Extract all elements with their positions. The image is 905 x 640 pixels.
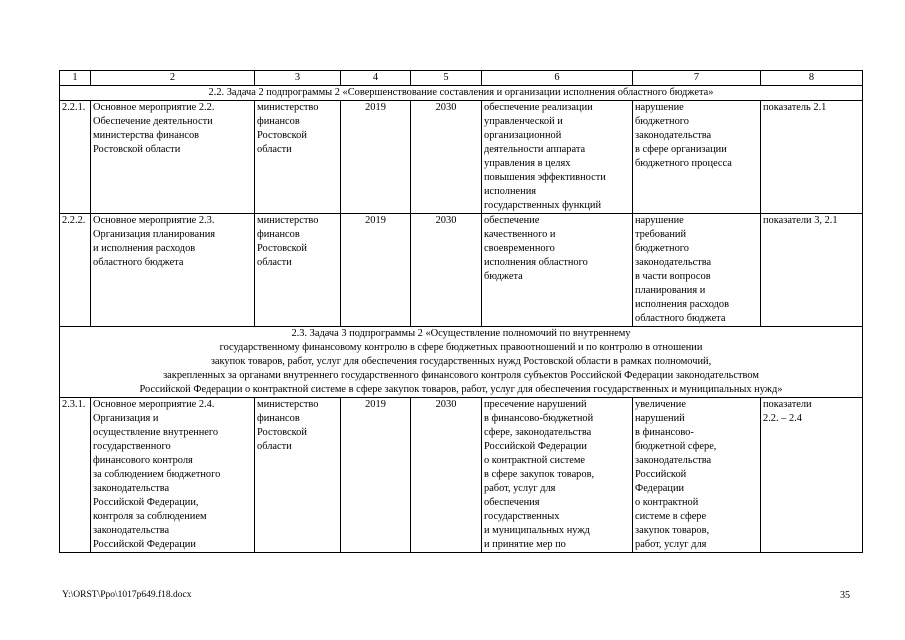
cell-line: бюджетной сфере, [635, 441, 717, 452]
cell-line: в части вопросов [635, 271, 711, 282]
cell-line: Основное мероприятие 2.4. [93, 399, 215, 410]
cell-line: Организация и [93, 413, 159, 424]
header-cell: 6 [482, 71, 633, 86]
cell-line: в сфере организации [635, 144, 727, 155]
cell-line: Обеспечение деятельности [93, 116, 213, 127]
cell-line: областного бюджета [635, 313, 726, 324]
cell-line: управленческой и [484, 116, 563, 127]
cell-line: Организация планирования [93, 229, 216, 240]
cell-line: системе в сфере [635, 511, 707, 522]
cell-line: нарушение [635, 102, 684, 113]
header-cell: 8 [761, 71, 863, 86]
cell-line: финансов [257, 229, 300, 240]
cell-line: и исполнения расходов [93, 243, 196, 254]
cell-line: планирования и [635, 285, 706, 296]
cell-line: качественного и [484, 229, 556, 240]
executor-cell [255, 398, 341, 553]
end-year-cell: 2030 [411, 101, 482, 214]
cell-line: в сфере закупок товаров, [484, 469, 595, 480]
cell-line: финансов [257, 116, 300, 127]
cell-line: обеспечение реализации [484, 102, 593, 113]
executor-cell [255, 101, 341, 214]
cell-line: о контрактной [635, 497, 699, 508]
cell-line: области [257, 144, 292, 155]
end-year-cell: 2030 [411, 214, 482, 327]
start-year-cell: 2019 [341, 398, 411, 553]
cell-line: Российской Федерации о контрактной системе в сфере закупок товаров, работ, услуг для обеспечения государственных и муниципальных нужд» [139, 384, 783, 395]
cell-line: обеспечения [484, 497, 540, 508]
start-year-cell: 2019 [341, 101, 411, 214]
cell-line: области [257, 441, 292, 452]
end-year-cell: 2030 [411, 398, 482, 553]
cell-line: Федерации [635, 483, 685, 494]
cell-line: бюджетного [635, 243, 689, 254]
cell-line: министерства финансов [93, 130, 200, 141]
consequence-cell [633, 398, 761, 553]
cell-line: министерство [257, 399, 319, 410]
cell-line: требований [635, 229, 687, 240]
section-title-task-3 [60, 327, 863, 398]
cell-line: организационной [484, 130, 562, 141]
cell-line: законодательства [635, 130, 712, 141]
cell-line: исполнения областного [484, 257, 588, 268]
cell-line: Ростовской [257, 243, 307, 254]
header-cell: 2 [91, 71, 255, 86]
cell-line: 2.3. Задача 3 подпрограммы 2 «Осуществление полномочий по внутреннему [291, 328, 631, 339]
cell-line: в финансово-бюджетной [484, 413, 594, 424]
cell-line: Ростовской области [93, 144, 181, 155]
cell-line: работ, услуг для [635, 539, 707, 550]
cell-line: бюджетного [635, 116, 689, 127]
indicator-cell [761, 398, 863, 553]
cell-line: закупок товаров, [635, 525, 710, 536]
cell-line: показатели 3, 2.1 [763, 215, 838, 226]
header-cell: 3 [255, 71, 341, 86]
indicator-cell [761, 214, 863, 327]
cell-line: сфере, законодательства [484, 427, 592, 438]
cell-line: 2.2. – 2.4 [763, 413, 802, 424]
cell-line: министерство [257, 102, 319, 113]
activity-name-cell [91, 214, 255, 327]
consequence-cell [633, 214, 761, 327]
table-row [60, 214, 863, 327]
cell-line: областного бюджета [93, 257, 184, 268]
cell-line: Российской Федерации, [93, 497, 199, 508]
cell-line: Российской Федерации [484, 441, 587, 452]
cell-line: пресечение нарушений [484, 399, 587, 410]
cell-line: и муниципальных нужд [484, 525, 590, 536]
cell-line: государственных функций [484, 200, 602, 211]
row-number-cell: 2.2.2. [60, 214, 91, 327]
cell-line: закрепленных за органами внутреннего государственного финансового контроля субъектов Российской Федерации законодательством [163, 370, 759, 381]
page-number: 35 [840, 590, 850, 601]
table-row [60, 101, 863, 214]
cell-line: увеличение [635, 399, 686, 410]
table-body [60, 71, 863, 553]
cell-line: государственного [93, 441, 171, 452]
cell-line: и принятие мер по [484, 539, 566, 550]
cell-line: бюджетного процесса [635, 158, 732, 169]
header-cell: 7 [633, 71, 761, 86]
expected-result-cell [482, 101, 633, 214]
section-row [60, 86, 863, 101]
expected-result-cell [482, 398, 633, 553]
cell-line: в финансово- [635, 427, 694, 438]
consequence-cell [633, 101, 761, 214]
cell-line: работ, услуг для [484, 483, 556, 494]
cell-line: исполнения расходов [635, 299, 730, 310]
cell-line: нарушение [635, 215, 684, 226]
cell-line: о контрактной системе [484, 455, 586, 466]
executor-cell [255, 214, 341, 327]
indicator-cell [761, 101, 863, 214]
cell-line: своевременного [484, 243, 555, 254]
cell-line: министерство [257, 215, 319, 226]
start-year-cell: 2019 [341, 214, 411, 327]
cell-line: деятельности аппарата [484, 144, 586, 155]
cell-line: управления в целях [484, 158, 571, 169]
cell-line: показатели [763, 399, 812, 410]
table-row [60, 398, 863, 553]
section-row [60, 327, 863, 398]
cell-line: области [257, 257, 292, 268]
header-cell: 1 [60, 71, 91, 86]
expected-result-cell [482, 214, 633, 327]
cell-line: за соблюдением бюджетного [93, 469, 221, 480]
cell-line: Российской [635, 469, 687, 480]
row-number-cell: 2.2.1. [60, 101, 91, 214]
cell-line: государственных [484, 511, 560, 522]
cell-line: финансового контроля [93, 455, 193, 466]
header-cell: 4 [341, 71, 411, 86]
cell-line: законодательства [635, 257, 712, 268]
cell-line: Российской Федерации [93, 539, 196, 550]
cell-line: повышения эффективности [484, 172, 606, 183]
footer-file-path: Y:\ORST\Ppo\1017p649.f18.docx [62, 590, 192, 600]
cell-line: законодательства [635, 455, 712, 466]
activity-name-cell [91, 398, 255, 553]
header-cell: 5 [411, 71, 482, 86]
cell-line: Основное мероприятие 2.3. [93, 215, 215, 226]
cell-line: законодательства [93, 525, 170, 536]
cell-line: государственному финансовому контролю в сфере бюджетных правоотношений и по контролю в отношении [219, 342, 703, 353]
cell-line: исполнения [484, 186, 537, 197]
row-number-cell: 2.3.1. [60, 398, 91, 553]
program-table [59, 70, 863, 553]
cell-line: нарушений [635, 413, 685, 424]
cell-line: Ростовской [257, 130, 307, 141]
cell-line: показатель 2.1 [763, 102, 827, 113]
activity-name-cell [91, 101, 255, 214]
cell-line: контроля за соблюдением [93, 511, 207, 522]
cell-line: обеспечение [484, 215, 540, 226]
cell-line: закупок товаров, работ, услуг для обеспечения государственных нужд Ростовской области в рамках полномочий, [210, 356, 712, 367]
column-number-row [60, 71, 863, 86]
cell-line: Ростовской [257, 427, 307, 438]
cell-line: законодательства [93, 483, 170, 494]
cell-line: Основное мероприятие 2.2. [93, 102, 215, 113]
section-title-task-2: 2.2. Задача 2 подпрограммы 2 «Совершенствование составления и организации исполнения областного бюджета» [60, 86, 863, 101]
cell-line: осуществление внутреннего [93, 427, 219, 438]
cell-line: бюджета [484, 271, 523, 282]
cell-line: финансов [257, 413, 300, 424]
